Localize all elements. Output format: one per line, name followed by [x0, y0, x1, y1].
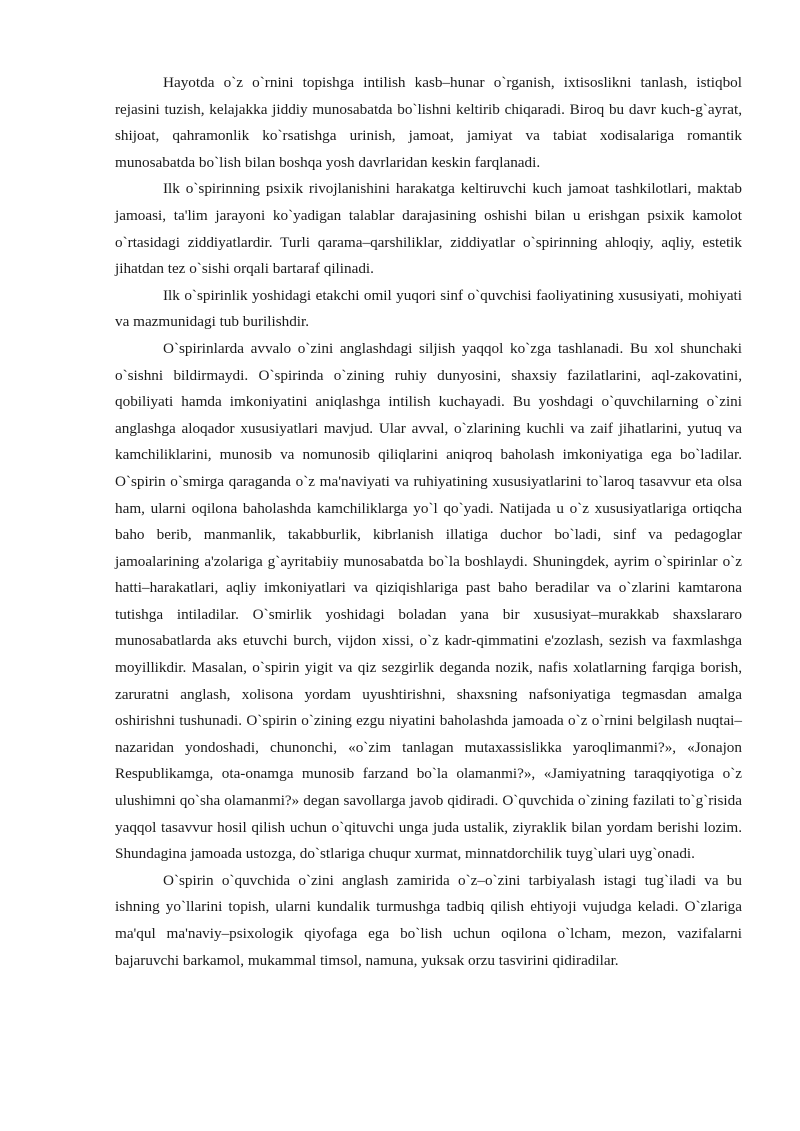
paragraph-4: O`spirinlarda avvalo o`zini anglashdagi siljish yaqqol ko`zga tashlanadi. Bu xol shunchaki o`sishni bildirmaydi. O`spirinda o`zining ruhiy dunyosini, shaxsiy fazilatlarini, aql-zakovatini, qobiliyati hamda imkoniyatini aniqlashga intilish kuchayadi. Bu yoshdagi o`quvchilarning o`zini anglashga aloqador xususiyatlari mavjud. Ular avval, o`zlarining kuchli va zaif jihatlarini, yutuq va kamchiliklarini, munosib va nomunosib qiliqlarini aniqroq baholash imkoniyatiga ega bo`ladilar. O`spirin o`smirga qaraganda o`z ma'naviyati va ruhiyatining xususiyatlarini to`laroq tasavvur eta olsa ham, ularni oqilona baholashda kamchiliklarga yo`l qo`yadi. Natijada u o`z xususiyatlariga ortiqcha baho berib, manmanlik, takabburlik, kibrlanish illatiga duchor bo`ladi, sinf va pedagoglar jamoalarining a'zolariga g`ayritabiiy munosabatda bo`la boshlaydi. Shuningdek, ayrim o`spirinlar o`z hatti–harakatlari, aqliy imkoniyatlari va qiziqishlariga past baho beradilar va o`zlarini kamtarona tutishga intiladilar. O`smirlik yoshidagi boladan yana bir xususiyat–murakkab shaxslararo munosabatlarda aks etuvchi burch, vijdon xissi, o`z kadr-qimmatini e'zozlash, sezish va faxmlashga moyillikdir. Masalan, o`spirin yigit va qiz sezgirlik deganda nozik, nafis xolatlarning farqiga borish, zaruratni anglash, xolisona yordam uyushtirishni, shaxsning nafsoniyatiga tegmasdan amalga oshirishni tushunadi. O`spirin o`zining ezgu niyatini baholashda jamoada o`z o`rnini belgilash nuqtai–nazaridan yondoshadi, chunonchi, «o`zim tanlagan mutaxassislikka yaroqlimanmi?», «Jonajon Respublikamga, ota-onamga munosib farzand bo`la olamanmi?», «Jamiyatning taraqqiyotiga o`z ulushimni qo`sha olamanmi?» degan savollarga javob qidiradi. O`quvchida o`zining fazilati to`g`risida yaqqol tasavvur hosil qilish uchun o`qituvchi unga juda ustalik, ziyraklik bilan yordam berishi lozim. Shundagina jamoada ustozga, do`stlariga chuqur xurmat, minnatdorchilik tuyg`ulari uyg`onadi.	[115, 339, 742, 863]
paragraph-5: O`spirin o`quvchida o`zini anglash zamirida o`z–o`zini tarbiyalash istagi tug`iladi va bu ishning yo`llarini topish, ularni kundalik turmushga tadbiq qilish ehtiyoji vujudga keladi. O`zlariga ma'qul ma'naviy–psixologik qiyofaga ega bo`lish uchun oqilona o`lcham, mezon, vazifalarni bajaruvchi barkamol, mukammal timsol, namuna, yuksak orzu tasvirini qidiradilar.	[115, 871, 742, 969]
paragraph-1: Hayotda o`z o`rnini topishga intilish kasb–hunar o`rganish, ixtisoslikni tanlash, istiqbol rejasini tuzish, kelajakka jiddiy munosabatda bo`lishni keltirib chiqaradi. Biroq bu davr kuch-g`ayrat, shijoat, qahramonlik ko`rsatishga urinish, jamoat, jamiyat va tabiat xodisalariga romantik munosabatda bo`lish bilan boshqa yosh davrlaridan keskin farqlanadi.	[115, 74, 742, 171]
paragraph-2: Ilk o`spirinning psixik rivojlanishini harakatga keltiruvchi kuch jamoat tashkilotlari, maktab jamoasi, ta'lim jarayoni ko`yadigan talablar darajasining oshishi bilan u erishgan psixik kamolot o`rtasidagi ziddiyatlardir. Turli qarama–qarshiliklar, ziddiyatlar o`spirinning ahloqiy, aqliy, estetik jihatdan tez o`sishi orqali bartaraf qilinadi.	[115, 180, 742, 278]
document-page	[115, 70, 742, 974]
paragraph-3: Ilk o`spirinlik yoshidagi etakchi omil yuqori sinf o`quvchisi faoliyatining xususiyati, mohiyati va mazmunidagi tub burilishdir.	[115, 286, 742, 331]
